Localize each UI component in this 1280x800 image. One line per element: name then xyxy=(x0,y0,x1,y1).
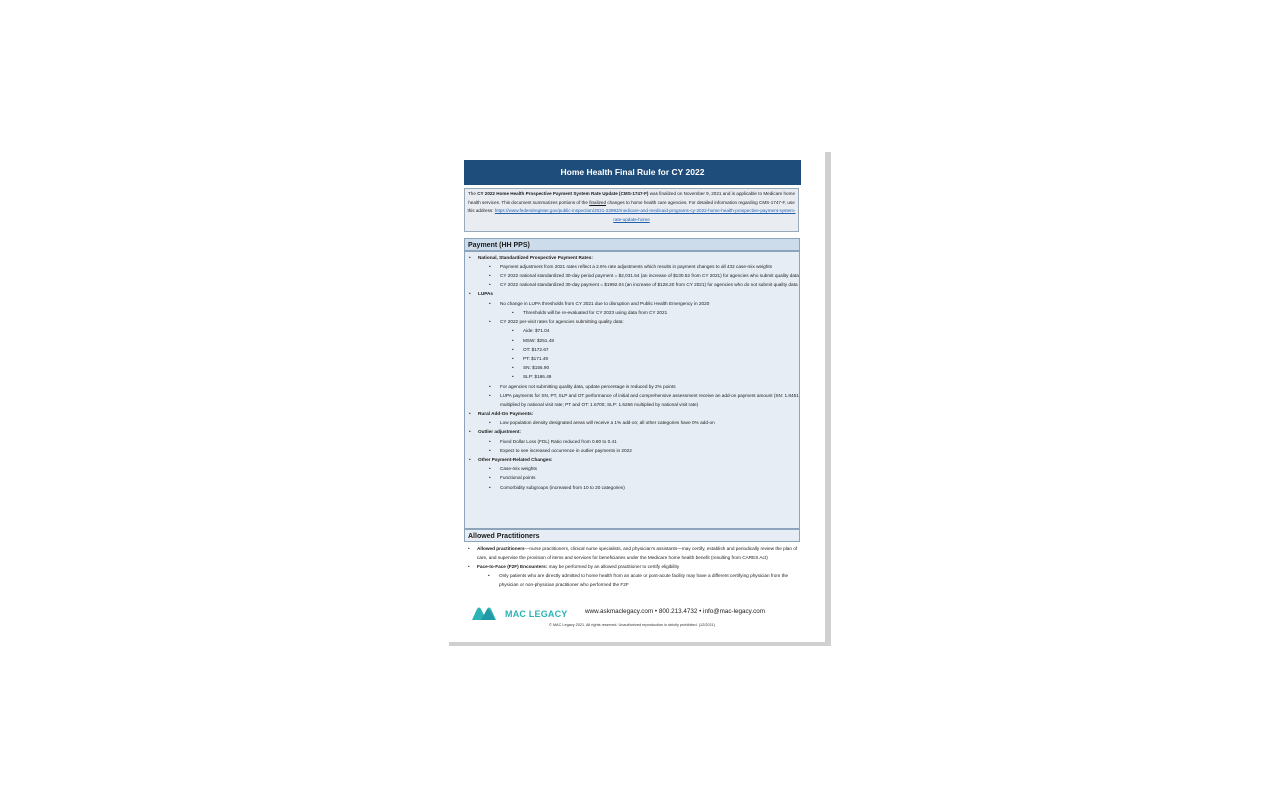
rural-label: • Rural Add-On Payments: xyxy=(465,409,799,418)
payment-section-heading: Payment (HH PPS) xyxy=(464,238,800,251)
rate-item: • SLP: $186.49 xyxy=(465,372,799,381)
intro-text-post: changes to home health care agencies. For detailed information regarding CMS-1747-F, use this address: xyxy=(467,199,795,214)
intro-finalized: finalized xyxy=(589,199,607,205)
f2f-label: Face-to-Face (F2F) Encounters: xyxy=(477,564,548,570)
lupa-item: • No change in LUPA thresholds from CY 2021 due to disruption and Public Health Emergency in 2020 xyxy=(465,299,799,308)
rate-item: • PT: $171.49 xyxy=(465,354,799,363)
mac-legacy-logo-icon xyxy=(471,606,503,622)
other-item: • Functional points xyxy=(465,473,799,482)
intro-rule-name: CY 2022 Home Health Prospective Payment System Rate Update (CMS-1747-F) xyxy=(477,191,649,196)
lupa-item: • For agencies not submitting quality data, update percentage is reduced by 2% points xyxy=(465,382,799,391)
rate-item: • OT: $172.67 xyxy=(465,345,799,354)
outlier-label: • Outlier adjustment: xyxy=(465,427,799,436)
f2f-sub-item: • Only patients who are directly admitted to home health from an acute or post-acute facility may have a different certifying physician from the physician or non-physician practitioner who performed the F2F xyxy=(464,571,800,589)
logo-text: MAC LEGACY xyxy=(505,609,568,619)
rate-item: • Aide: $71.04 xyxy=(465,326,799,335)
allowed-practitioners-text: —nurse practitioners, clinical nurse specialists, and physician's assistants—may certify, establish and periodically review the plan of care, and supervise the provision of items and services for beneficiaries under the Medicare home health benefit (resulting from CARES Act) xyxy=(477,546,798,561)
national-item: • CY 2022 national standardized 30-day period payment = $2,031.64 (an increase of $130.52 from CY 2021) for agencies who submit quality data xyxy=(465,271,799,280)
lupa-label: • LUPAs xyxy=(465,289,799,298)
mac-legacy-logo xyxy=(471,606,569,624)
allowed-practitioners-label: Allowed practitioners xyxy=(477,546,525,551)
outlier-item: • Fixed Dollar Loss (FDL) Ratio reduced from 0.80 to 0.41 xyxy=(465,437,799,446)
payment-section-body xyxy=(464,251,800,529)
lupa-sub-item: • Thresholds will be re-evaluated for CY 2023 using data from CY 2021 xyxy=(465,308,799,317)
federal-register-link[interactable]: https://www.federalregister.gov/public-inspection/2021-23993/medicare-and-medicaid-programs-cy-2022-home-health-prospective-payment-system-rate-update-home xyxy=(494,208,796,222)
other-item: • Case-mix weights xyxy=(465,464,799,473)
other-item: • Comorbidity subgroups (increased from 10 to 20 categories) xyxy=(465,483,799,492)
intro-text-pre: The xyxy=(467,191,478,196)
national-rates-label: • National, Standardized Prospective Payment Rates: xyxy=(465,253,799,262)
rate-item: • SN: $156.90 xyxy=(465,363,799,372)
lupa-item: • CY 2022 per-visit rates for agencies submitting quality data: xyxy=(465,317,799,326)
rural-item: • Low population density designated areas will receive a 1% add-on; all other categories have 0% add-on xyxy=(465,418,799,427)
document-page xyxy=(445,148,825,642)
footer-copyright: © MAC Legacy 2021. All rights reserved. Unauthorized reproduction is strictly prohibited. (12/2021) xyxy=(549,623,715,627)
intro-box xyxy=(464,188,799,232)
rate-item: • MSW: $251.48 xyxy=(465,336,799,345)
national-item: • Payment adjustment from 2021 rates reflect a 2.6% rate adjustments which results in payment changes to all 432 case-mix weights xyxy=(465,262,799,271)
practitioners-section-heading: Allowed Practitioners xyxy=(464,529,800,542)
practitioners-section-body xyxy=(464,543,800,603)
footer-contact: www.askmaclegacy.com • 800.213.4732 • info@mac-legacy.com xyxy=(585,608,765,615)
outlier-item: • Expect to see increased occurrence in outlier payments in 2022 xyxy=(465,446,799,455)
lupa-item: • LUPA payments for SN, PT, SLP and OT performance of initial and comprehensive assessment receive an add-on payment amount (SN: 1.8451 multiplied by national visit rate; PT and OT: 1.6700; SLP: 1.6266 multiplied by national visit rate) xyxy=(465,391,799,409)
other-changes-label: • Other Payment-Related Changes: xyxy=(465,455,799,464)
intro-text-mid: was finalized on November 9, 2021 and is applicable to Medicare home health services. This document summarizes portions of the xyxy=(468,191,795,205)
document-title: Home Health Final Rule for CY 2022 xyxy=(464,160,801,185)
f2f-text: may be performed by an allowed practitioner to certify eligibility xyxy=(547,564,680,570)
national-item: • CY 2022 national standardized 30-day payment = $1992.04 (an increase of $128.20 from CY 2021) for agencies who do not submit quality data xyxy=(465,280,799,289)
